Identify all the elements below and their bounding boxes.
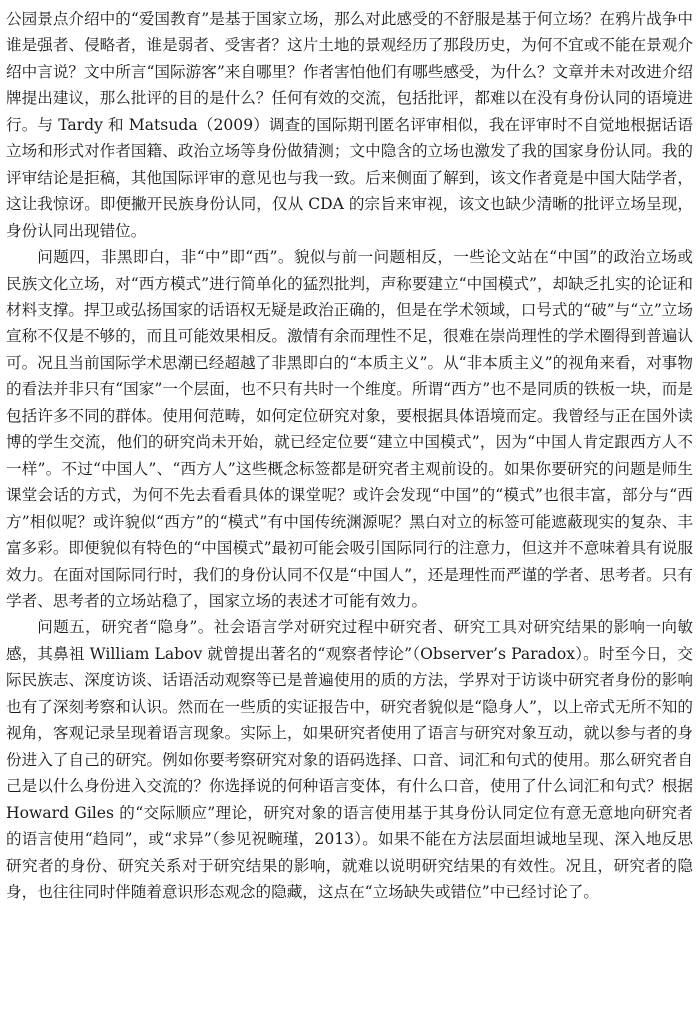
paragraph-continuation: 公园景点介绍中的“爱国教育”是基于国家立场，那么对此感受的不舒服是基于何立场？在鸦片战争中谁是强者、侵略者，谁是弱者、受害者？这片土地的景观经历了那段历史，为何不宜或不能在景观介绍中言说？文中所言“国际游客”来自哪里？作者害怕他们有哪些感受，为什么？文章并未对改进介绍牌提出建议，那么批评的目的是什么？任何有效的交流，包括批评，都难以在没有身份认同的语境进行。与 Tardy 和 Matsuda（2009）调查的国际期刊匿名评审相似，我在评审时不自觉地根据话语立场和形式对作者国籍、政治立场等身份做猜测；文中隐含的立场也激发了我的国家身份认同。我的评审结论是拒稿，其他国际评审的意见也与我一致。后来侧面了解到，该文作者竟是中国大陆学者，这让我惊讶。即便撇开民族身份认同，仅从 CDA 的宗旨来审视，该文也缺少清晰的批评立场呈现，身份认同出现错位。 <box>6 10 693 240</box>
paragraph-problem-four: 问题四，非黑即白，非“中”即“西”。貌似与前一问题相反，一些论文站在“中国”的政治立场或民族文化立场，对“西方模式”进行简单化的猛烈批判，声称要建立“中国模式”，却缺乏扎实的论证和材料支撑。捍卫或弘扬国家的话语权无疑是政治正确的，但是在学术领域，口号式的“破”与“立”立场宣称不仅是不够的，而且可能效果相反。激情有余而理性不足，很难在崇尚理性的学术圈得到普遍认可。况且当前国际学术思潮已经超越了非黑即白的“本质主义”。从“非本质主义”的视角来看，对事物的看法并非只有“国家”一个层面，也不只有共时一个维度。所谓“西方”也不是同质的铁板一块，而是包括许多不同的群体。使用何范畴，如何定位研究对象，要根据具体语境而定。我曾经与正在国外读博的学生交流，他们的研究尚未开始，就已经定位要“建立中国模式”，因为“中国人肯定跟西方人不一样”。不过“中国人”、“西方人”这些概念标签都是研究者主观前设的。如果你要研究的问题是师生课堂会话的方式，为何不先去看看具体的课堂呢？或许会发现“中国”的“模式”也很丰富，部分与“西方”相似呢？或许貌似“西方”的“模式”有中国传统渊源呢？黑白对立的标签可能遮蔽现实的复杂、丰富多彩。即便貌似有特色的“中国模式”最初可能会吸引国际同行的注意力，但这并不意味着具有说服效力。在面对国际同行时，我们的身份认同不仅是“中国人”，还是理性而严谨的学者、思考者。只有学者、思考者的立场站稳了，国家立场的表述才可能有效力。 <box>6 248 693 610</box>
paragraph-problem-five: 问题五，研究者“隐身”。社会语言学对研究过程中研究者、研究工具对研究结果的影响一向敏感，其鼻祖 William Labov 就曾提出著名的“观察者悖论”（Observer’s Paradox）。时至今日，交际民族志、深度访谈、话语活动观察等已是普遍使用的质的方法，学界对于访谈中研究者身份的影响也有了深刻考察和认识。然而在一些质的实证报告中，研究者貌似是“隐身人”，以上帝式无所不知的视角，客观记录呈现着语言现象。实际上，如果研究者使用了语言与研究对象互动，就以参与者的身份进入了自己的研究。例如你要考察研究对象的语码选择、口音、词汇和句式的使用。那么研究者自己是以什么身份进入交流的？你选择说的何种语言变体，有什么口音，使用了什么词汇和句式？根据 Howard Giles 的“交际顺应”理论，研究对象的语言使用基于其身份认同定位有意无意地向研究者的语言使用“趋同”，或“求异”（参见祝畹瑾，2013）。如果不能在方法层面坦诚地呈现、深入地反思研究者的身份、研究关系对于研究结果的影响，就难以说明研究结果的有效性。况且，研究者的隐身，也往往同时伴随着意识形态观念的隐藏，这点在“立场缺失或错位”中已经讨论了。 <box>6 618 693 901</box>
